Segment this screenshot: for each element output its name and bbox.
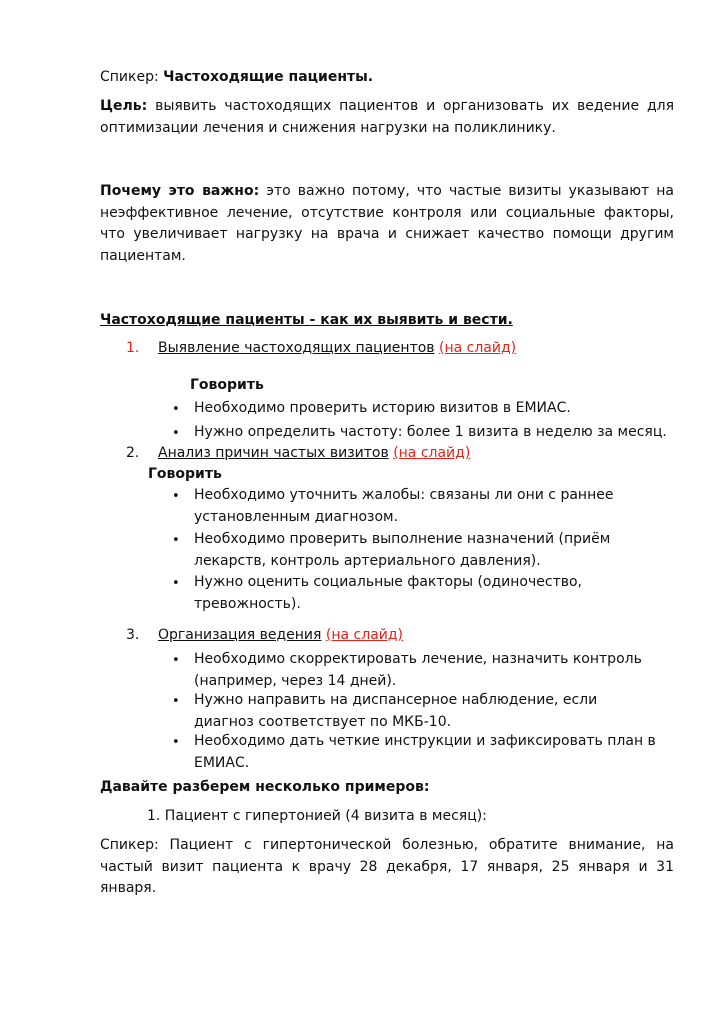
step-3-title: Организация ведения — [158, 627, 322, 643]
speaker-note: Спикер: Пациент с гипертонической болезнью, обратите внимание, на частый визит пациента к врачу 28 декабря, 17 января, 25 января и 31 января. — [100, 837, 674, 896]
goal-paragraph — [100, 96, 674, 139]
step-1-number: 1. — [126, 340, 140, 356]
bullet-icon: • — [172, 576, 180, 591]
importance-paragraph — [100, 181, 674, 267]
bullet-icon: • — [172, 402, 180, 417]
step-3-number: 3. — [126, 627, 140, 643]
bullet-icon: • — [172, 735, 180, 750]
step-2-bullet-1: Необходимо уточнить жалобы: связаны ли они с раннее установленным диагнозом. — [194, 487, 614, 525]
importance-text: это важно потому, что частые визиты указывают на неэффективное лечение, отсутствие контроля или социальные факторы, что увеличивает нагрузку на врача и снижает качество помощи другим пациентам. — [100, 183, 674, 264]
importance-label: Почему это важно: — [100, 183, 260, 199]
bullet-icon: • — [172, 489, 180, 504]
step-3-slide-link[interactable]: (на слайд) — [325, 627, 404, 643]
step-2-heading — [158, 443, 470, 463]
step-2-number: 2. — [126, 445, 140, 461]
step-1-say-label: Говорить — [190, 377, 264, 393]
step-1-bullet-2: Нужно определить частоту: более 1 визита в неделю за месяц. — [194, 424, 667, 440]
step-2-bullet-2: Необходимо проверить выполнение назначений (приём лекарств, контроль артериального давления). — [194, 531, 611, 569]
step-3-bullet-1: Необходимо скорректировать лечение, назначить контроль (например, через 14 дней). — [194, 651, 642, 689]
bullet-icon: • — [172, 694, 180, 709]
goal-text: выявить частоходящих пациентов и организовать их ведение для оптимизации лечения и снижения нагрузки на поликлинику. — [100, 98, 674, 136]
examples-heading: Давайте разберем несколько примеров: — [100, 779, 430, 795]
step-2-bullet-3: Нужно оценить социальные факторы (одиночество, тревожность). — [194, 574, 582, 612]
step-2-title: Анализ причин частых визитов — [158, 445, 389, 461]
bullet-icon: • — [172, 533, 180, 548]
bullet-icon: • — [172, 426, 180, 441]
step-1-heading — [158, 338, 516, 358]
step-3-bullet-3: Необходимо дать четкие инструкции и зафиксировать план в ЕМИАС. — [194, 733, 656, 771]
speaker-topic: Частоходящие пациенты. — [163, 69, 374, 85]
bullet-icon: • — [172, 653, 180, 668]
step-1-title: Выявление частоходящих пациентов — [158, 340, 435, 356]
step-1-bullet-1: Необходимо проверить историю визитов в ЕМИАС. — [194, 400, 571, 416]
goal-label: Цель: — [100, 98, 148, 114]
step-2-slide-link[interactable]: (на слайд) — [393, 445, 471, 461]
step-1-slide-link[interactable]: (на слайд) — [439, 340, 517, 356]
speaker-label: Спикер: — [100, 69, 159, 85]
section-title: Частоходящие пациенты - как их выявить и вести. — [100, 312, 513, 328]
speaker-intro — [100, 67, 373, 87]
example-1: 1. Пациент с гипертонией (4 визита в месяц): — [147, 808, 487, 824]
step-2-say-label: Говорить — [148, 466, 222, 482]
step-3-heading — [158, 625, 403, 645]
step-3-bullet-2: Нужно направить на диспансерное наблюдение, если диагноз соответствует по МКБ-10. — [194, 692, 598, 730]
